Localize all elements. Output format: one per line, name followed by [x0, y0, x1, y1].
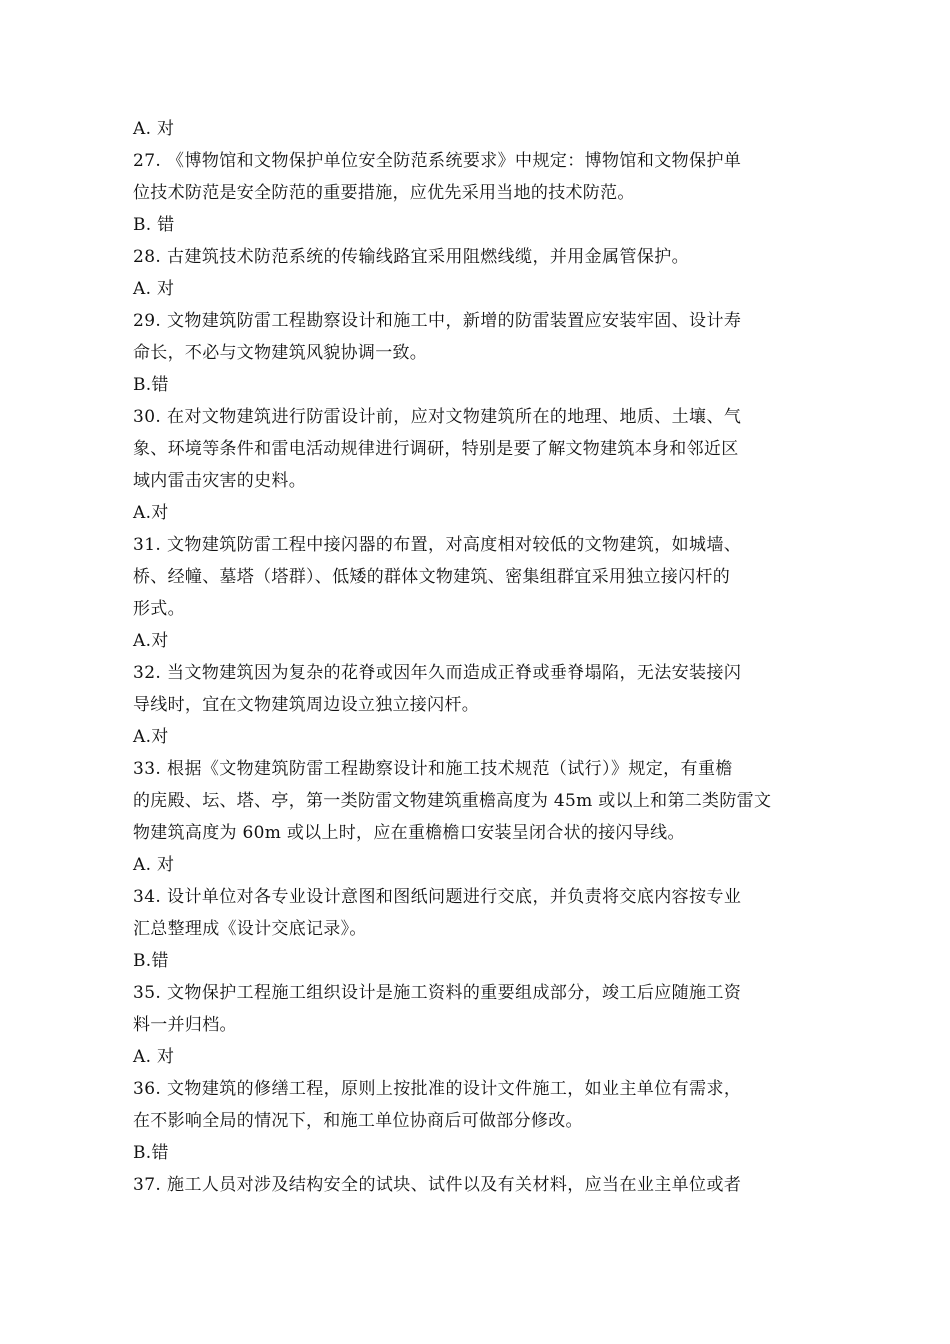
- question-text-line: 31. 文物建筑防雷工程中接闪器的布置，对高度相对较低的文物建筑，如城墙、: [133, 535, 742, 555]
- question-text-line: 物建筑高度为 60m 或以上时，应在重檐檐口安装呈闭合状的接闪导线。: [133, 823, 685, 843]
- question-text-line: 桥、经幢、墓塔（塔群）、低矮的群体文物建筑、密集组群宜采用独立接闪杆的: [133, 567, 730, 587]
- question-item: [133, 305, 833, 369]
- question-text-line: 29. 文物建筑防雷工程勘察设计和施工中，新增的防雷装置应安装牢固、设计寿: [133, 311, 742, 331]
- answer-item: [133, 1137, 833, 1169]
- answer-item: [133, 625, 833, 657]
- question-text-line: 位技术防范是安全防范的重要措施，应优先采用当地的技术防范。: [133, 183, 635, 203]
- answer-text: A. 对: [133, 1047, 175, 1067]
- question-text-line: 30. 在对文物建筑进行防雷设计前，应对文物建筑所在的地理、地质、土壤、气: [133, 407, 742, 427]
- question-item: [133, 753, 833, 849]
- answer-item: [133, 1041, 833, 1073]
- answer-text: B.错: [133, 951, 169, 971]
- question-text-line: 的庑殿、坛、塔、亭，第一类防雷文物建筑重檐高度为 45m 或以上和第二类防雷文: [133, 791, 772, 811]
- answer-text: B. 错: [133, 215, 175, 235]
- question-item: [133, 1169, 833, 1201]
- question-text-line: 36. 文物建筑的修缮工程，原则上按批准的设计文件施工，如业主单位有需求，: [133, 1079, 742, 1099]
- answer-item: [133, 209, 833, 241]
- question-text-line: 28. 古建筑技术防范系统的传输线路宜采用阻燃线缆，并用金属管保护。: [133, 247, 690, 267]
- answer-item: [133, 945, 833, 977]
- answer-item: [133, 369, 833, 401]
- question-text-line: 导线时，宜在文物建筑周边设立独立接闪杆。: [133, 695, 479, 715]
- question-item: [133, 145, 833, 209]
- question-text-line: 32. 当文物建筑因为复杂的花脊或因年久而造成正脊或垂脊塌陷，无法安装接闪: [133, 663, 742, 683]
- answer-item: [133, 113, 833, 145]
- answer-text: A.对: [133, 503, 169, 523]
- answer-text: B.错: [133, 375, 169, 395]
- question-item: [133, 881, 833, 945]
- answer-item: [133, 721, 833, 753]
- answer-text: A. 对: [133, 855, 175, 875]
- question-text-line: 33. 根据《文物建筑防雷工程勘察设计和施工技术规范（试行）》规定，有重檐: [133, 759, 733, 779]
- answer-item: [133, 497, 833, 529]
- question-item: [133, 1073, 833, 1137]
- answer-text: A.对: [133, 631, 169, 651]
- document-body: [133, 113, 833, 1201]
- answer-text: B.错: [133, 1143, 169, 1163]
- answer-item: [133, 849, 833, 881]
- question-text-line: 命长，不必与文物建筑风貌协调一致。: [133, 343, 428, 363]
- question-text-line: 域内雷击灾害的史料。: [133, 471, 306, 491]
- question-text-line: 汇总整理成《设计交底记录》。: [133, 919, 367, 939]
- question-text-line: 35. 文物保护工程施工组织设计是施工资料的重要组成部分，竣工后应随施工资: [133, 983, 742, 1003]
- question-text-line: 37. 施工人员对涉及结构安全的试块、试件以及有关材料，应当在业主单位或者: [133, 1175, 742, 1195]
- question-item: [133, 241, 833, 273]
- question-item: [133, 977, 833, 1041]
- answer-text: A. 对: [133, 119, 175, 139]
- question-text-line: 料一并归档。: [133, 1015, 237, 1035]
- question-text-line: 形式。: [133, 599, 185, 619]
- question-item: [133, 529, 833, 625]
- question-text-line: 27. 《博物馆和文物保护单位安全防范系统要求》中规定：博物馆和文物保护单: [133, 151, 742, 171]
- question-item: [133, 657, 833, 721]
- question-text-line: 在不影响全局的情况下，和施工单位协商后可做部分修改。: [133, 1111, 583, 1131]
- question-item: [133, 401, 833, 497]
- answer-text: A. 对: [133, 279, 175, 299]
- answer-item: [133, 273, 833, 305]
- answer-text: A.对: [133, 727, 169, 747]
- question-text-line: 象、环境等条件和雷电活动规律进行调研，特别是要了解文物建筑本身和邻近区: [133, 439, 739, 459]
- question-text-line: 34. 设计单位对各专业设计意图和图纸问题进行交底，并负责将交底内容按专业: [133, 887, 742, 907]
